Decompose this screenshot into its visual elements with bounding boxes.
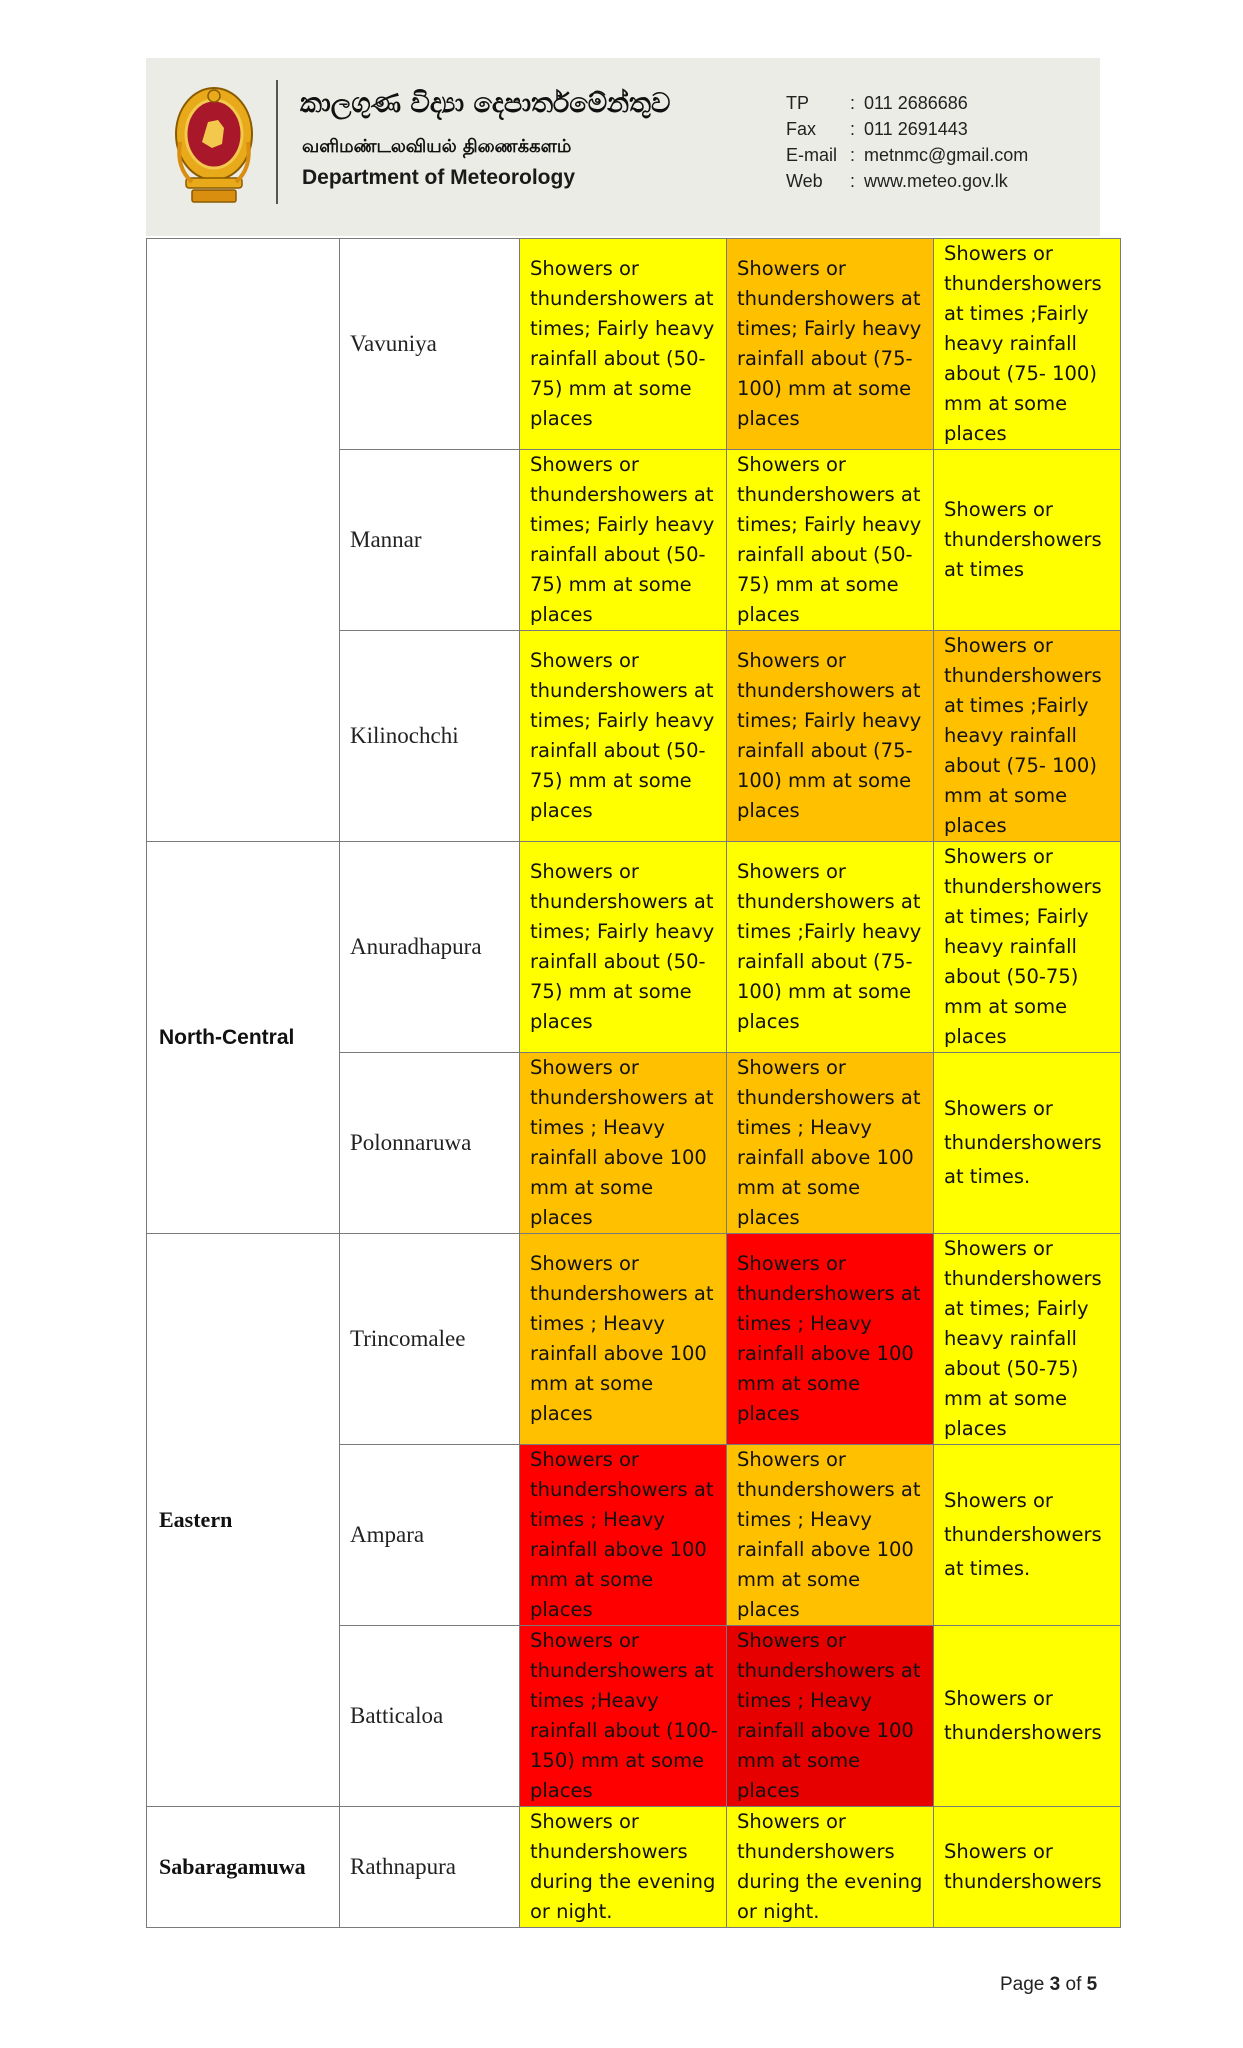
forecast-cell: Showers or thundershowers during the evening or night. — [520, 1807, 727, 1928]
website-value[interactable]: www.meteo.gov.lk — [864, 171, 1008, 191]
forecast-cell: Showers or thundershowers at times; Fairly heavy rainfall about (50-75) mm at some places — [934, 842, 1121, 1053]
table-row — [147, 239, 1121, 450]
forecast-cell: Showers or thundershowers at times ;Fairly heavy rainfall about (75- 100) mm at some places — [727, 842, 934, 1053]
forecast-cell: Showers or thundershowers at times; Fairly heavy rainfall about (50-75) mm at some places — [520, 631, 727, 842]
forecast-table — [146, 238, 1121, 1928]
forecast-cell: Showers or thundershowers at times; Fairly heavy rainfall about (50-75) mm at some places — [520, 450, 727, 631]
email-value[interactable]: metnmc@gmail.com — [864, 145, 1029, 165]
department-title-sinhala: කාලගුණ විද්‍යා දෙපාර්තමේන්තුව — [300, 88, 671, 119]
forecast-cell: Showers or thundershowers at times ; Heavy rainfall above 100 mm at some places — [520, 1053, 727, 1234]
district-name: Trincomalee — [340, 1234, 520, 1445]
forecast-cell: Showers or thundershowers — [934, 1807, 1121, 1928]
table-row — [147, 1807, 1121, 1928]
current-page: 3 — [1049, 1974, 1061, 1995]
forecast-cell: Showers or thundershowers at times. — [934, 1053, 1121, 1234]
district-name: Vavuniya — [340, 239, 520, 450]
district-name: Polonnaruwa — [340, 1053, 520, 1234]
forecast-cell: Showers or thundershowers at times; Fairly heavy rainfall about (50-75) mm at some places — [727, 450, 934, 631]
department-title-english: Department of Meteorology — [302, 166, 576, 189]
letterhead — [146, 58, 1100, 236]
forecast-cell: Showers or thundershowers at times ;Fairly heavy rainfall about (75- 100) mm at some places — [934, 239, 1121, 450]
forecast-cell: Showers or thundershowers at times; Fairly heavy rainfall about (50-75) mm at some places — [934, 1234, 1121, 1445]
table-row — [147, 842, 1121, 1053]
district-name: Batticaloa — [340, 1626, 520, 1807]
phone-value: 011 2686686 — [864, 93, 968, 113]
total-pages: 5 — [1086, 1974, 1098, 1995]
contact-email: E-mail : metnmc@gmail.com — [786, 142, 1028, 168]
national-emblem-icon — [172, 82, 256, 208]
forecast-cell: Showers or thundershowers at times. — [934, 1445, 1121, 1626]
fax-value: 011 2691443 — [864, 119, 968, 139]
contact-label: Fax — [786, 119, 817, 139]
district-name: Rathnapura — [340, 1807, 520, 1928]
forecast-cell: Showers or thundershowers at times ;Heavy rainfall about (100- 150) mm at some places — [520, 1626, 727, 1807]
district-name: Ampara — [340, 1445, 520, 1626]
page-number: Page 3 of 5 — [1000, 1974, 1098, 1995]
forecast-cell: Showers or thundershowers at times; Fairly heavy rainfall about (75- 100) mm at some places — [727, 631, 934, 842]
forecast-cell: Showers or thundershowers — [934, 1626, 1121, 1807]
forecast-cell: Showers or thundershowers during the evening or night. — [727, 1807, 934, 1928]
province-name: Sabaragamuwa — [147, 1807, 340, 1928]
contact-label: E-mail — [786, 145, 838, 165]
forecast-cell: Showers or thundershowers at times ; Heavy rainfall above 100 mm at some places — [727, 1234, 934, 1445]
forecast-cell: Showers or thundershowers at times ; Heavy rainfall above 100 mm at some places — [727, 1445, 934, 1626]
header-divider — [276, 80, 278, 204]
contact-web: Web : www.meteo.gov.lk — [786, 168, 1028, 194]
forecast-cell: Showers or thundershowers at times; Fairly heavy rainfall about (75- 100) mm at some places — [727, 239, 934, 450]
province-name: Eastern — [147, 1234, 340, 1807]
contact-label: Web — [786, 171, 823, 191]
contact-phone: TP : 011 2686686 — [786, 90, 1028, 116]
table-row — [147, 1234, 1121, 1445]
contact-label: TP — [786, 93, 810, 113]
department-title-tamil: வளிமண்டலவியல் திணைக்களம் — [302, 136, 572, 157]
forecast-cell: Showers or thundershowers at times ; Heavy rainfall above 100 mm at some places — [727, 1626, 934, 1807]
forecast-cell: Showers or thundershowers at times ; Heavy rainfall above 100 mm at some places — [520, 1234, 727, 1445]
district-name: Mannar — [340, 450, 520, 631]
district-name: Anuradhapura — [340, 842, 520, 1053]
forecast-cell: Showers or thundershowers at times ; Heavy rainfall above 100 mm at some places — [520, 1445, 727, 1626]
forecast-cell: Showers or thundershowers at times — [934, 450, 1121, 631]
forecast-cell: Showers or thundershowers at times ; Heavy rainfall above 100 mm at some places — [727, 1053, 934, 1234]
contact-block — [786, 90, 1028, 194]
province-cell-blank — [147, 239, 340, 842]
district-name: Kilinochchi — [340, 631, 520, 842]
province-name: North-Central — [147, 842, 340, 1234]
forecast-cell: Showers or thundershowers at times; Fairly heavy rainfall about (50-75) mm at some places — [520, 239, 727, 450]
contact-fax: Fax : 011 2691443 — [786, 116, 1028, 142]
forecast-cell: Showers or thundershowers at times ;Fairly heavy rainfall about (75- 100) mm at some places — [934, 631, 1121, 842]
forecast-cell: Showers or thundershowers at times; Fairly heavy rainfall about (50-75) mm at some places — [520, 842, 727, 1053]
